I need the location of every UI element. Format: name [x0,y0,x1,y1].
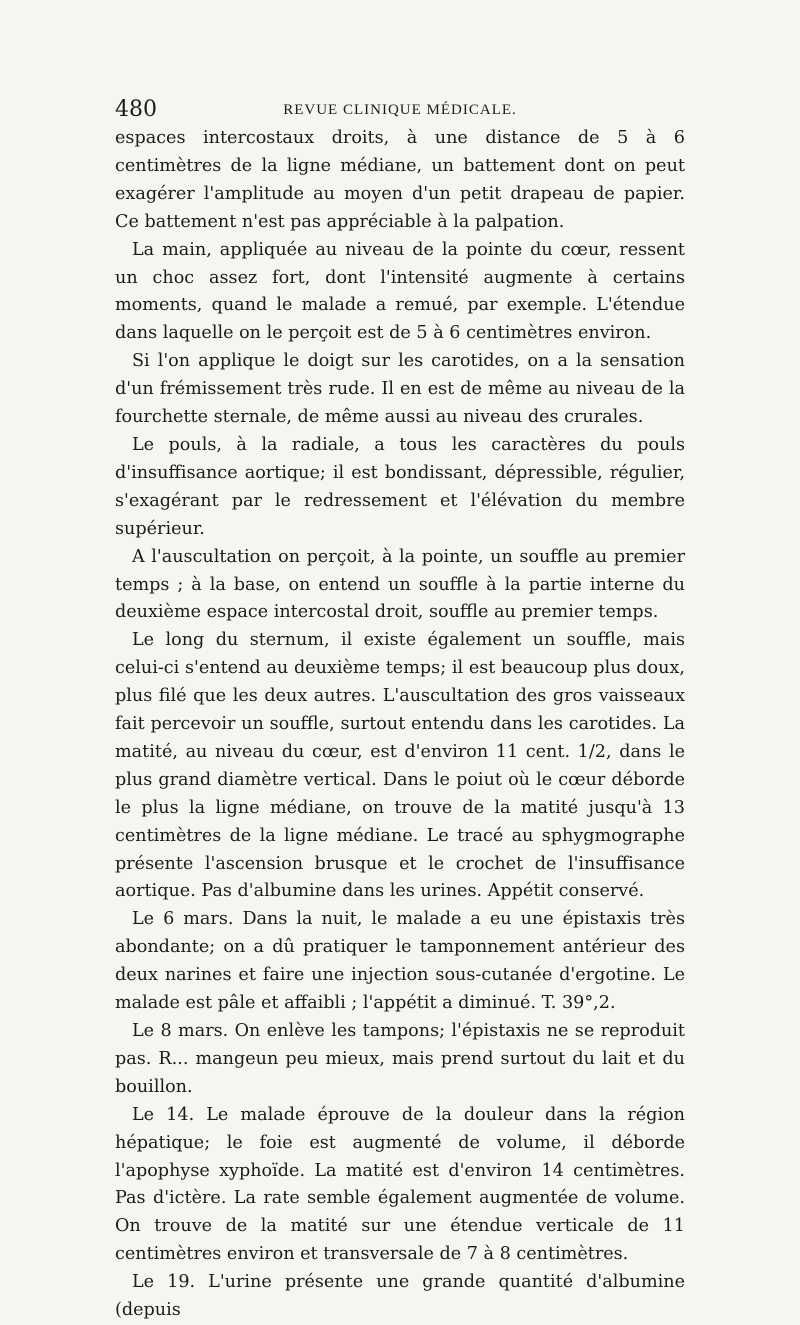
paragraph: Le 6 mars. Dans la nuit, le malade a eu une épistaxis très abondante; on a dû pratiquer le tamponnement antérieur des deux narines et faire une injection sous-cutanée d'ergotine. Le malade est pâle et affaibli ; l'appétit a diminué. T. 39°,2. [115,909,685,1014]
page-number: 480 [115,97,157,122]
paragraph: Le 8 mars. On enlève les tampons; l'épistaxis ne se reproduit pas. R... mangeun peu mieux, mais prend surtout du lait et du bouillon. [115,1021,685,1097]
paragraph: Si l'on applique le doigt sur les carotides, on a la sensation d'un frémissement très rude. Il en est de même au niveau de la fourchette sternale, de même aussi au niveau des crurales. [115,351,685,428]
paragraph: espaces intercostaux droits, à une distance de 5 à 6 centimètres de la ligne médiane, un battement dont on peut exagérer l'amplitude au moyen d'un petit drapeau de papier. Ce battement n'est pas appréciable à la palpation. [115,128,685,232]
paragraph: Le long du sternum, il existe également un souffle, mais celui-ci s'entend au deuxième temps; il est beaucoup plus doux, plus filé que les deux autres. L'auscultation des gros vaisseaux fait percevoir un souffle, surtout entendu dans les carotides. La matité, au niveau du cœur, est d'environ 11 cent. 1/2, dans le plus grand diamètre vertical. Dans le poiut où le cœur déborde le plus la ligne médiane, on trouve de la matité jusqu'à 13 centimètres de la ligne médiane. Le tracé au sphygmographe présente l'ascension brusque et le crochet de l'insuffisance aortique. Pas d'albumine dans les urines. Appétit conservé. [115,630,685,902]
paragraph: Le pouls, à la radiale, a tous les caractères du pouls d'insuffisance aortique; il est bondissant, dépressible, régulier, s'exagérant par le redressement et l'élévation du membre supérieur. [115,434,685,539]
paragraph: A l'auscultation on perçoit, à la pointe, un souffle au premier temps ; à la base, on entend un souffle à la partie interne du deuxième espace intercostal droit, souffle au premier temps. [115,546,685,623]
paragraph: Le 14. Le malade éprouve de la douleur dans la région hépatique; le foie est augmenté de volume, il déborde l'apophyse xyphoïde. La matité est d'environ 14 centimètres. Pas d'ictère. La rate semble également augmentée de volume. On trouve de la matité sur une étendue verticale de 11 centimètres environ et transversale de 7 à 8 centimètres. [115,1104,685,1265]
running-title: REVUE CLINIQUE MÉDICALE. [283,102,517,118]
body-text [115,125,685,1325]
page-header [115,95,685,125]
paragraph: La main, appliquée au niveau de la pointe du cœur, ressent un choc assez fort, dont l'intensité augmente à certains moments, quand le malade a remué, par exemple. L'étendue dans laquelle on le perçoit est de 5 à 6 centimètres environ. [115,239,685,344]
paragraph: Le 19. L'urine présente une grande quantité d'albumine (depuis [115,1272,685,1321]
